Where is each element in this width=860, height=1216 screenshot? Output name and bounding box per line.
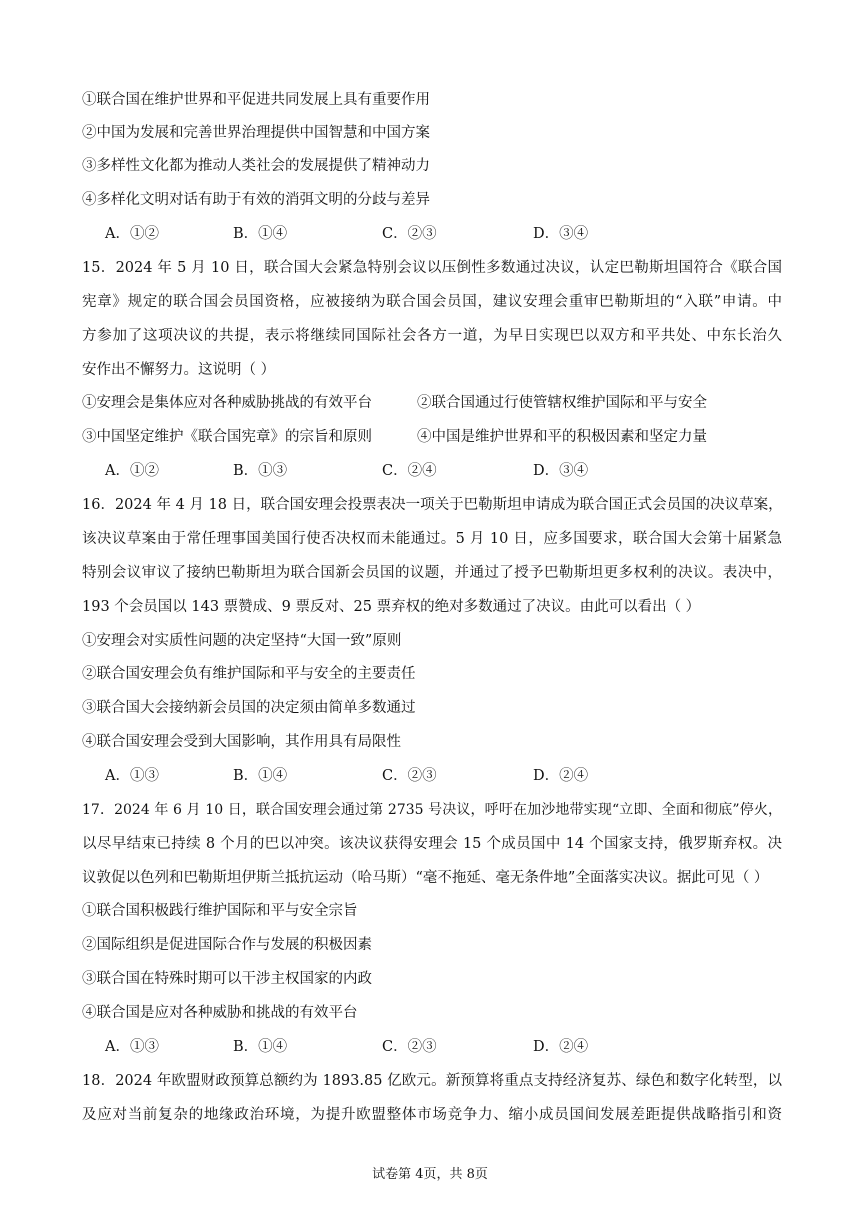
q18-stem-line-2: 及应对当前复杂的地缘政治环境，为提升欧盟整体市场竞争力、缩小成员国间发展差距提供战略指引和资 — [82, 1107, 782, 1123]
q16-stem-line-4: 193 个会员国以 143 票赞成、9 票反对、25 票弃权的绝对多数通过了决议。由此可以看出（ ） — [82, 599, 701, 615]
page-footer: 试卷第 4页，共 8页 — [372, 1167, 488, 1182]
q15-stem-line-3: 方参加了这项决议的共提，表示将继续同国际社会各方一道，为早日实现巴以双方和平共处、中东长治久 — [82, 328, 782, 344]
q14-item-2: ②中国为发展和完善世界治理提供中国智慧和中国方案 — [82, 125, 430, 141]
q15-option-d: D．③④ — [533, 463, 589, 479]
q15-item-4: ④中国是维护世界和平的积极因素和坚定力量 — [417, 429, 707, 445]
q14-item-1: ①联合国在维护世界和平促进共同发展上具有重要作用 — [82, 92, 430, 108]
q15-item-1: ①安理会是集体应对各种威胁挑战的有效平台 — [82, 395, 372, 411]
q14-options — [105, 224, 745, 244]
q14-option-a: A．①② — [105, 226, 159, 242]
q18-stem-line-1: 18．2024 年欧盟财政预算总额约为 1893.85 亿欧元。新预算将重点支持经济复苏、绿色和数字化转型，以 — [82, 1073, 782, 1089]
q15-option-b: B．①③ — [233, 463, 288, 479]
q16-option-c: C．②③ — [382, 768, 437, 784]
q16-item-1: ①安理会对实质性问题的决定坚持“大国一致”原则 — [82, 633, 402, 649]
q17-item-3: ③联合国在特殊时期可以干涉主权国家的内政 — [82, 971, 372, 987]
q16-option-b: B．①④ — [233, 768, 288, 784]
q16-stem-line-2: 该决议草案由于常任理事国美国行使否决权而未能通过。5 月 10 日，应多国要求，联合国大会第十届紧急 — [82, 531, 782, 547]
q15-item-3: ③中国坚定维护《联合国宪章》的宗旨和原则 — [82, 429, 372, 445]
q15-option-c: C．②④ — [382, 463, 437, 479]
q16-item-3: ③联合国大会接纳新会员国的决定须由简单多数通过 — [82, 700, 416, 716]
q16-option-d: D．②④ — [533, 768, 589, 784]
q15-stem-line-4: 安作出不懈努力。这说明（ ） — [82, 362, 276, 378]
q15-items-row-2 — [82, 427, 782, 447]
q17-stem-line-3: 议敦促以色列和巴勒斯坦伊斯兰抵抗运动（哈马斯）“毫不拖延、毫无条件地”全面落实决议。据此可见（ ） — [82, 870, 769, 886]
q14-option-c: C．②③ — [382, 226, 437, 242]
q17-option-c: C．②③ — [382, 1039, 437, 1055]
q15-stem-line-2: 宪章》规定的联合国会员国资格，应被接纳为联合国会员国，建议安理会重审巴勒斯坦的“入联”申请。中 — [82, 294, 782, 310]
q17-option-d: D．②④ — [533, 1039, 589, 1055]
q17-item-2: ②国际组织是促进国际合作与发展的积极因素 — [82, 937, 372, 953]
q14-option-b: B．①④ — [233, 226, 288, 242]
q16-option-a: A．①③ — [105, 768, 159, 784]
q15-option-a: A．①② — [105, 463, 159, 479]
q15-stem-line-1: 15．2024 年 5 月 10 日，联合国大会紧急特别会议以压倒性多数通过决议，认定巴勒斯坦国符合《联合国 — [82, 260, 782, 276]
q17-stem-line-1: 17．2024 年 6 月 10 日，联合国安理会通过第 2735 号决议，呼吁在加沙地带实现“立即、全面和彻底”停火， — [82, 802, 782, 818]
q17-options — [105, 1037, 745, 1057]
q17-item-1: ①联合国积极践行维护国际和平与安全宗旨 — [82, 903, 358, 919]
q15-items-row-1 — [82, 393, 782, 413]
q17-item-4: ④联合国是应对各种威胁和挑战的有效平台 — [82, 1005, 358, 1021]
q15-options — [105, 461, 745, 481]
q17-option-a: A．①③ — [105, 1039, 159, 1055]
q16-stem-line-1: 16．2024 年 4 月 18 日，联合国安理会投票表决一项关于巴勒斯坦申请成为联合国正式会员国的决议草案， — [82, 497, 783, 513]
q17-stem-line-2: 以尽早结束已持续 8 个月的巴以冲突。该决议获得安理会 15 个成员国中 14 个国家支持，俄罗斯弃权。决 — [82, 836, 782, 852]
q14-item-4: ④多样化文明对话有助于有效的消弭文明的分歧与差异 — [82, 192, 430, 208]
q16-item-2: ②联合国安理会负有维护国际和平与安全的主要责任 — [82, 666, 416, 682]
q17-option-b: B．①④ — [233, 1039, 288, 1055]
q14-option-d: D．③④ — [533, 226, 589, 242]
q16-stem-line-3: 特别会议审议了接纳巴勒斯坦为联合国新会员国的议题，并通过了授予巴勒斯坦更多权利的决议。表决中， — [82, 565, 782, 581]
q16-item-4: ④联合国安理会受到大国影响，其作用具有局限性 — [82, 734, 401, 750]
q14-item-3: ③多样性文化都为推动人类社会的发展提供了精神动力 — [82, 158, 430, 174]
q16-options — [105, 766, 745, 786]
q15-item-2: ②联合国通过行使管辖权维护国际和平与安全 — [417, 395, 707, 411]
